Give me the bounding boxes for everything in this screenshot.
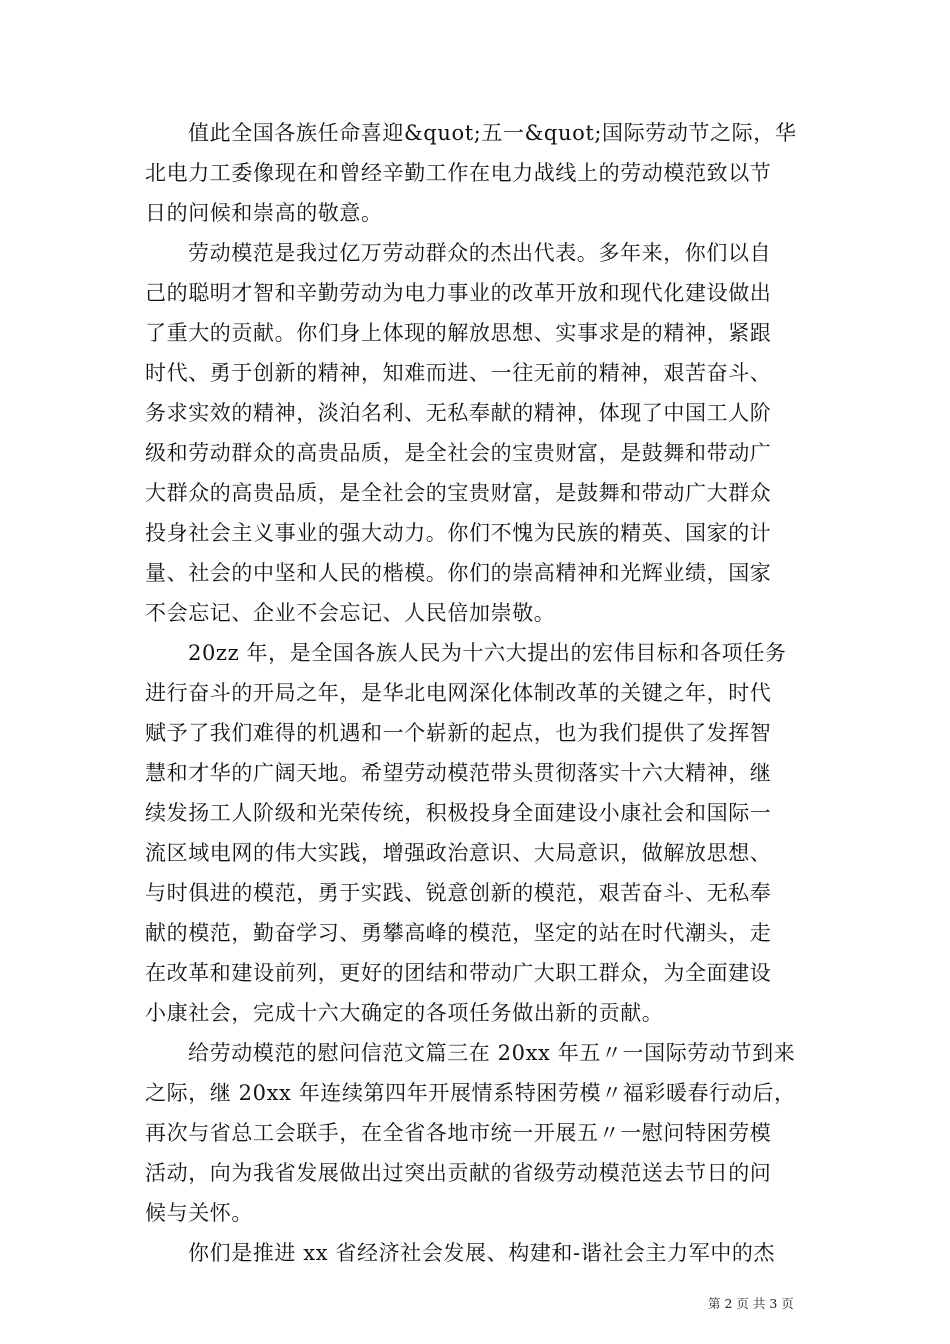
text-line: 大群众的高贵品质，是全社会的宝贵财富，是鼓舞和带动广大群众 xyxy=(145,481,772,505)
text-line: 献的模范，勤奋学习、勇攀高峰的模范，坚定的站在时代潮头，走 xyxy=(145,921,772,945)
text-line: 时代、勇于创新的精神，知难而进、一往无前的精神，艰苦奋斗、 xyxy=(145,361,772,385)
text-line: 再次与省总工会联手，在全省各地市统一开展五〃一慰问特困劳模 xyxy=(145,1121,772,1145)
text-line: 了重大的贡献。你们身上体现的解放思想、实事求是的精神，紧跟 xyxy=(145,321,772,345)
text-line: 投身社会主义事业的强大动力。你们不愧为民族的精英、国家的计 xyxy=(145,521,772,545)
text-line: 给劳动模范的慰问信范文篇三在 20xx 年五〃一国际劳动节到来 xyxy=(188,1041,796,1065)
text-line: 日的问候和崇高的敬意。 xyxy=(145,201,383,225)
text-line: 量、社会的中坚和人民的楷模。你们的崇高精神和光辉业绩，国家 xyxy=(145,561,772,585)
text-line: 流区域电网的伟大实践，增强政治意识、大局意识，做解放思想、 xyxy=(145,841,772,865)
text-line: 劳动模范是我过亿万劳动群众的杰出代表。多年来，你们以自 xyxy=(188,241,772,265)
page-number: 第 2 页 共 3 页 xyxy=(708,1296,794,1311)
text-line: 小康社会，完成十六大确定的各项任务做出新的贡献。 xyxy=(145,1001,664,1025)
text-line: 慧和才华的广阔天地。希望劳动模范带头贯彻落实十六大精神，继 xyxy=(145,761,772,785)
text-line: 值此全国各族任命喜迎&quot;五一&quot;国际劳动节之际，华 xyxy=(188,121,797,145)
text-line: 20zz 年，是全国各族人民为十六大提出的宏伟目标和各项任务 xyxy=(188,641,787,665)
text-line: 与时俱进的模范，勇于实践、锐意创新的模范，艰苦奋斗、无私奉 xyxy=(145,881,772,905)
text-line: 在改革和建设前列，更好的团结和带动广大职工群众，为全面建设 xyxy=(145,961,772,985)
text-line: 不会忘记、企业不会忘记、人民倍加崇敬。 xyxy=(145,601,556,625)
text-line: 进行奋斗的开局之年，是华北电网深化体制改革的关键之年，时代 xyxy=(145,681,772,705)
text-line: 级和劳动群众的高贵品质，是全社会的宝贵财富，是鼓舞和带动广 xyxy=(145,441,772,465)
text-line: 务求实效的精神，淡泊名利、无私奉献的精神，体现了中国工人阶 xyxy=(145,401,772,425)
text-line: 之际，继 20xx 年连续第四年开展情系特困劳模〃福彩暖春行动后， xyxy=(145,1081,796,1105)
text-line: 北电力工委像现在和曾经辛勤工作在电力战线上的劳动模范致以节 xyxy=(145,161,772,185)
text-line: 己的聪明才智和辛勤劳动为电力事业的改革开放和现代化建设做出 xyxy=(145,281,772,305)
text-line: 活动，向为我省发展做出过突出贡献的省级劳动模范送去节日的问 xyxy=(145,1161,772,1185)
text-line: 你们是推进 xx 省经济社会发展、构建和-谐社会主力军中的杰 xyxy=(188,1241,776,1265)
text-line: 赋予了我们难得的机遇和一个崭新的起点，也为我们提供了发挥智 xyxy=(145,721,772,745)
text-line: 续发扬工人阶级和光荣传统，积极投身全面建设小康社会和国际一 xyxy=(145,801,772,825)
text-line: 候与关怀。 xyxy=(145,1201,253,1225)
